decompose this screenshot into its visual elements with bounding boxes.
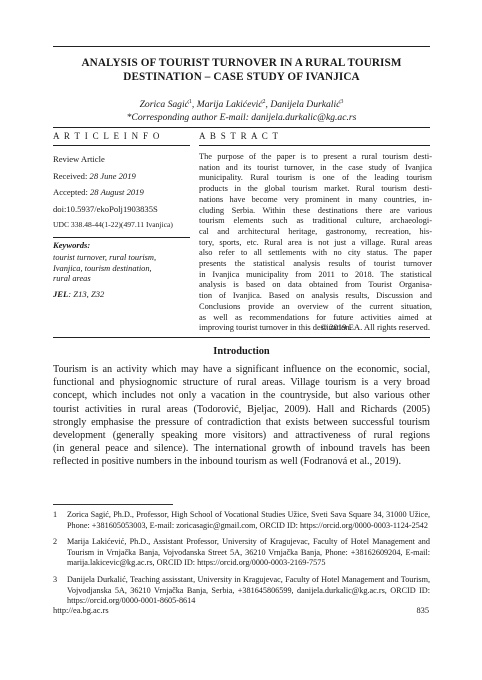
introduction-body — [53, 363, 430, 469]
article-info-heading: A R T I C L E I N F O — [53, 131, 161, 141]
abstract-line: in Ivanjica municipality from 2011 to 2018. The statistical — [199, 269, 432, 279]
article-info-rule — [53, 145, 190, 146]
paper-title — [53, 56, 430, 84]
corresponding-author: *Corresponding author E-mail: danijela.durkalic@kg.ac.rs — [126, 111, 357, 123]
title-line-2: DESTINATION – CASE STUDY OF IVANJICA — [123, 71, 360, 83]
keywords-block — [53, 240, 190, 299]
footnote — [53, 575, 430, 607]
header-rule — [53, 127, 430, 128]
introduction-heading: Introduction — [213, 346, 270, 357]
keywords-line-3: rural areas — [53, 274, 91, 284]
jel-codes: : Z13, Z32 — [68, 289, 105, 300]
doi: doi:10.5937/ekoPolj1903835S — [53, 203, 158, 214]
abstract-line: municipality. Rural tourism is one of the leading tourism — [199, 173, 432, 183]
copyright: © 2019 EA. All rights reserved. — [320, 322, 430, 332]
introduction-line: development (generally speaking more visitors) and attractiveness of rural regions — [53, 430, 430, 442]
author-3: Danijela Durkalić — [270, 99, 341, 111]
abstract-line: cluding Serbia. Within these destinations there are various — [199, 205, 432, 215]
accepted-label: Accepted: — [53, 187, 90, 198]
jel-label: JEL — [53, 289, 69, 300]
abstract-line: tory, sports, etc. Rural area is not just a village. Rural areas — [199, 237, 432, 247]
keywords-line-2: Ivanjica, tourism destination, — [53, 263, 152, 273]
abstract-body — [199, 152, 432, 334]
author-list — [53, 96, 430, 112]
keywords-rule — [53, 237, 190, 238]
abstract-line: Conclusions provide an overview of the current situation, — [199, 301, 432, 311]
introduction-line: reflected in positive numbers in the inbound tourism as well (Fodranová et al., 2019). — [53, 456, 401, 468]
article-info-details — [53, 151, 190, 234]
abstract-rule — [199, 145, 430, 146]
footnotes — [53, 510, 430, 613]
footnote — [53, 537, 430, 569]
abstract-line: nation and its tourist turnover, in the case study of Ivanjica — [199, 162, 432, 172]
abstract-line: analysis is based on data obtained from Tourist Organisa- — [199, 280, 432, 290]
title-line-1: ANALYSIS OF TOURIST TURNOVER IN A RURAL TOURISM — [81, 57, 402, 69]
abstract-heading-wrap — [199, 131, 432, 141]
abstract-line: tion of Ivanjica. Based on analysis results, Discussion and — [199, 291, 432, 301]
keywords-heading: Keywords: — [53, 240, 91, 250]
journal-url: http://ea.bg.ac.rs — [53, 606, 109, 615]
introduction-line: strongly emphasise the pressure of contradiction that exists between successful tourism — [53, 416, 430, 428]
received-line — [53, 168, 190, 185]
abstract-line: cal and architectural heritage, gastronomy, recreation, his- — [199, 226, 432, 236]
received-date: 28 June 2019 — [89, 170, 136, 181]
abstract-line: improving tourist turnover in this destination. — [199, 323, 352, 333]
author-3-sup: 3 — [340, 99, 344, 105]
abstract-line: The purpose of the paper is to present a rural tourism desti- — [199, 152, 432, 161]
footnote-number: 2 — [53, 537, 58, 547]
footnote-text: Marija Lakićević, Ph.D., Assistant Professor, University of Kragujevac, Faculty of Hotel Management and Tourism in Vrnjačka Banja, Vojvođanska Street 5A, 36210 Vrnjačka Banja, Phone: +38162609204, E-mail: marija.lakicevic@kg.ac.rs, ORCID ID: https://orcid.org/0000-0003-2169-7575 — [67, 537, 430, 568]
footnote-number: 3 — [53, 574, 58, 584]
introduction-line: functional and physiognomic structure of rural areas. Village tourism is a very broad — [53, 377, 430, 389]
author-2: Marija Lakićević — [196, 99, 263, 111]
copyright-wrap — [199, 322, 430, 332]
introduction-line: Tourism is an activity which may have a significant influence on the economic, social, — [53, 364, 430, 375]
keywords-line-1: tourist turnover, rural tourism, — [53, 253, 157, 262]
page-number: 835 — [416, 606, 429, 615]
article-type: Review Article — [53, 154, 105, 164]
top-rule — [53, 46, 430, 47]
author-sep: , — [265, 99, 271, 111]
introduction-line: tourist activities in rural areas (Todorović, Bjeljac, 2009). Hall and Richards (2005) — [53, 403, 430, 415]
received-label: Received: — [53, 170, 90, 181]
author-1-sup: 1 — [188, 99, 192, 105]
footnote — [53, 510, 430, 531]
author-2-sup: 2 — [262, 99, 266, 105]
abstract-line: nations have become very prominent in many countries, in- — [199, 194, 432, 204]
abstract-heading: A B S T R A C T — [199, 131, 280, 141]
introduction-line: (in general peace and silence). The international growth of inbound travels has been — [53, 443, 430, 455]
author-block — [53, 96, 430, 124]
author-1: Zorica Sagić — [139, 99, 189, 111]
abstract-line: presents the statistical analysis results of tourist turnover — [199, 259, 432, 269]
footnote-number: 1 — [53, 510, 58, 519]
author-sep: , — [191, 99, 197, 111]
abstract-line: as well as recommendations for future activities aimed at — [199, 312, 432, 322]
article-info — [53, 131, 190, 141]
udc: UDC 338.48-44(1-22)(497.11 Ivanjica) — [53, 220, 173, 230]
introduction-line: concept, which includes not only a vacation in the countryside, but also various other — [53, 390, 430, 402]
footnote-text: Zorica Sagić, Ph.D., Professor, High School of Vocational Studies Užice, Sveti Sava Square 34, 31000 Užice, Phone: +381605053003, E-mail: zoricasagic@gmail.com, ORCID ID: https://orcid.org/0000-0003-1124-2542 — [67, 510, 430, 530]
footnote-rule — [53, 504, 173, 505]
abstract-line: products in the global tourism market. Rural tourism desti- — [199, 184, 432, 194]
accepted-date: 28 August 2019 — [89, 187, 144, 198]
jel-line — [53, 289, 190, 299]
abstract-bottom-rule — [53, 337, 430, 338]
abstract-line: tourism elements such as traditional culture, archaeologi- — [199, 216, 432, 226]
accepted-line — [53, 184, 190, 201]
abstract-line: also refer to all settlements with no city status. The paper — [199, 248, 432, 258]
footnote-text: Danijela Durkalić, Teaching assisstant, University in Kragujevac, Faculty of Hotel Management and Tourism, Vojvodjanska 5A, 36210 Vrnjačka Banja, Serbia, +381645806599, danijela.durkalic@kg.ac.rs, ORCID ID: https://orcid.org/0000-0001-8605-8614 — [67, 574, 430, 606]
